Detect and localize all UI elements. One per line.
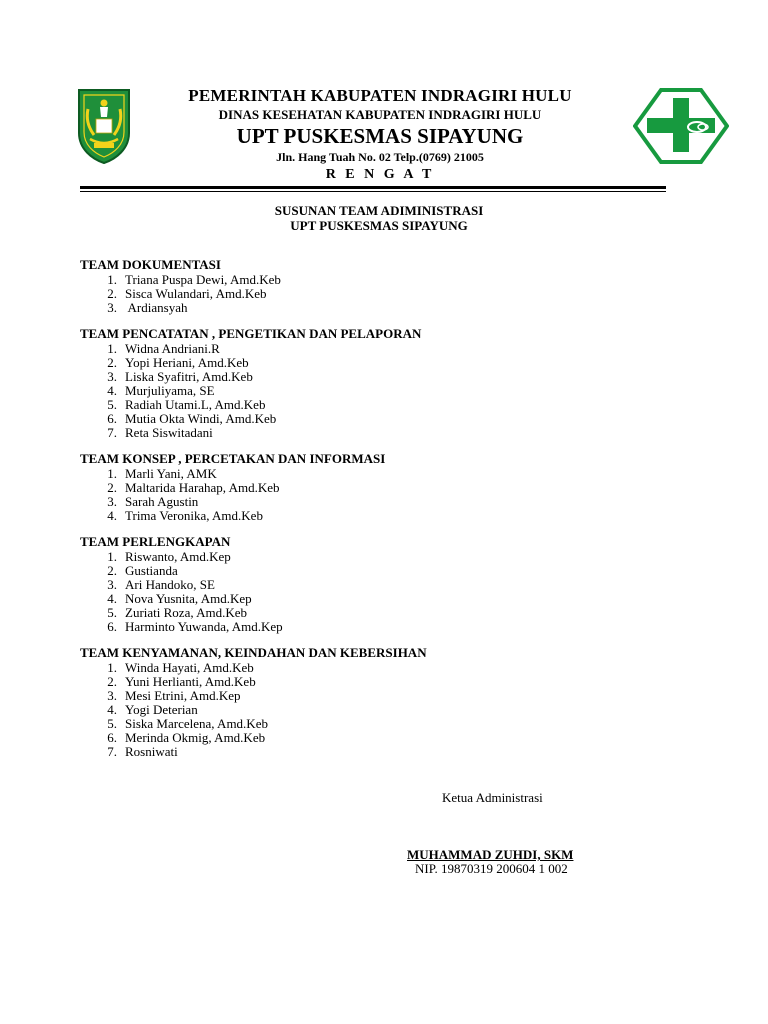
list-item xyxy=(80,675,680,689)
member-name: Triana Puspa Dewi, Amd.Keb xyxy=(125,271,281,287)
document-title-line1: SUSUNAN TEAM ADIMINISTRASI xyxy=(274,203,484,218)
list-item-number: 6. xyxy=(107,618,117,634)
list-item-number: 3. xyxy=(107,493,117,509)
member-name: Nova Yusnita, Amd.Kep xyxy=(125,590,252,606)
member-name: Sisca Wulandari, Amd.Keb xyxy=(125,285,267,301)
list-item xyxy=(80,731,680,745)
list-item xyxy=(80,467,680,481)
member-name: Maltarida Harahap, Amd.Keb xyxy=(125,479,280,495)
list-item-number: 2. xyxy=(107,673,117,689)
member-name: Siska Marcelena, Amd.Keb xyxy=(125,715,268,731)
member-name: Mesi Etrini, Amd.Kep xyxy=(125,687,241,703)
list-item xyxy=(80,592,680,606)
list-item-number: 2. xyxy=(107,562,117,578)
list-item xyxy=(80,412,680,426)
list-item xyxy=(80,620,680,634)
member-name: Mutia Okta Windi, Amd.Keb xyxy=(125,410,277,426)
member-name: Sarah Agustin xyxy=(125,493,199,509)
list-item-number: 1. xyxy=(107,465,117,481)
list-item-number: 4. xyxy=(107,701,117,717)
list-item-number: 5. xyxy=(107,715,117,731)
list-item xyxy=(80,342,680,356)
list-item xyxy=(80,287,680,301)
list-item-number: 6. xyxy=(107,410,117,426)
list-item-number: 1. xyxy=(107,659,117,675)
document-title xyxy=(0,203,768,233)
list-item xyxy=(80,301,680,315)
list-item-number: 3. xyxy=(107,687,117,703)
list-item xyxy=(80,606,680,620)
list-item-number: 6. xyxy=(107,729,117,745)
member-name: Marli Yani, AMK xyxy=(125,465,217,481)
team-section xyxy=(80,258,680,315)
list-item xyxy=(80,481,680,495)
document-title-line2: UPT PUSKESMAS SIPAYUNG xyxy=(290,218,468,233)
header-divider-thick xyxy=(80,186,666,189)
team-section xyxy=(80,452,680,523)
team-section-title: TEAM DOKUMENTASI xyxy=(80,257,221,272)
member-name: Yuni Herlianti, Amd.Keb xyxy=(125,673,256,689)
list-item xyxy=(80,384,680,398)
list-item xyxy=(80,356,680,370)
list-item xyxy=(80,745,680,759)
list-item xyxy=(80,689,680,703)
puskesmas-cross-icon xyxy=(633,88,729,164)
list-item-number: 4. xyxy=(107,507,117,523)
member-name: Reta Siswitadani xyxy=(125,424,213,440)
city: R E N G A T xyxy=(325,167,435,182)
list-item xyxy=(80,661,680,675)
list-item xyxy=(80,703,680,717)
government-name: PEMERINTAH KABUPATEN INDRAGIRI HULU xyxy=(188,86,572,105)
team-section xyxy=(80,646,680,759)
list-item-number: 7. xyxy=(107,424,117,440)
letterhead xyxy=(0,0,768,200)
list-item-number: 4. xyxy=(107,590,117,606)
list-item-number: 2. xyxy=(107,285,117,301)
list-item-number: 1. xyxy=(107,340,117,356)
regency-emblem-icon xyxy=(76,87,132,165)
list-item xyxy=(80,370,680,384)
team-section-title: TEAM KENYAMANAN, KEINDAHAN DAN KEBERSIHAN xyxy=(80,645,427,660)
list-item xyxy=(80,717,680,731)
member-name: Ardiansyah xyxy=(125,299,188,315)
team-section xyxy=(80,535,680,634)
member-name: Liska Syafitri, Amd.Keb xyxy=(125,368,253,384)
team-section-title: TEAM PENCATATAN , PENGETIKAN DAN PELAPORAN xyxy=(80,326,422,341)
member-name: Yopi Heriani, Amd.Keb xyxy=(125,354,249,370)
member-name: Rosniwati xyxy=(125,743,178,759)
member-name: Harminto Yuwanda, Amd.Kep xyxy=(125,618,283,634)
member-name: Zuriati Roza, Amd.Keb xyxy=(125,604,248,620)
list-item xyxy=(80,564,680,578)
member-name: Gustianda xyxy=(125,562,178,578)
list-item-number: 7. xyxy=(107,743,117,759)
member-name: Trima Veronika, Amd.Keb xyxy=(125,507,263,523)
list-item-number: 3. xyxy=(107,576,117,592)
list-item xyxy=(80,550,680,564)
list-item xyxy=(80,509,680,523)
list-item xyxy=(80,273,680,287)
member-name: Ari Handoko, SE xyxy=(125,576,215,592)
list-item-number: 5. xyxy=(107,604,117,620)
team-section-title: TEAM PERLENGKAPAN xyxy=(80,534,231,549)
list-item-number: 3. xyxy=(107,368,117,384)
department-name: DINAS KESEHATAN KABUPATEN INDRAGIRI HULU xyxy=(218,107,542,122)
address: Jln. Hang Tuah No. 02 Telp.(0769) 21005 xyxy=(276,150,484,164)
list-item xyxy=(80,426,680,440)
signatory-name: MUHAMMAD ZUHDI, SKM xyxy=(407,847,574,862)
list-item-number: 1. xyxy=(107,548,117,564)
member-name: Murjuliyama, SE xyxy=(125,382,215,398)
list-item xyxy=(80,398,680,412)
list-item-number: 2. xyxy=(107,354,117,370)
team-section xyxy=(80,327,680,440)
list-item-number: 2. xyxy=(107,479,117,495)
member-name: Winda Hayati, Amd.Keb xyxy=(125,659,254,675)
list-item-number: 5. xyxy=(107,396,117,412)
member-name: Merinda Okmig, Amd.Keb xyxy=(125,729,266,745)
letterhead-text xyxy=(130,86,630,183)
list-item-number: 1. xyxy=(107,271,117,287)
signatory-role: Ketua Administrasi xyxy=(442,790,543,805)
member-name: Riswanto, Amd.Kep xyxy=(125,548,231,564)
institution-name: UPT PUSKESMAS SIPAYUNG xyxy=(236,124,524,148)
list-item xyxy=(80,495,680,509)
list-item-number: 3. xyxy=(107,299,117,315)
header-divider-thin xyxy=(80,191,666,192)
team-section-title: TEAM KONSEP , PERCETAKAN DAN INFORMASI xyxy=(80,451,386,466)
member-name: Widna Andriani.R xyxy=(125,340,220,356)
list-item xyxy=(80,578,680,592)
list-item-number: 4. xyxy=(107,382,117,398)
signatory-nip: NIP. 19870319 200604 1 002 xyxy=(415,861,568,876)
team-sections xyxy=(80,258,680,771)
member-name: Radiah Utami.L, Amd.Keb xyxy=(125,396,266,412)
member-name: Yogi Deterian xyxy=(125,701,198,717)
